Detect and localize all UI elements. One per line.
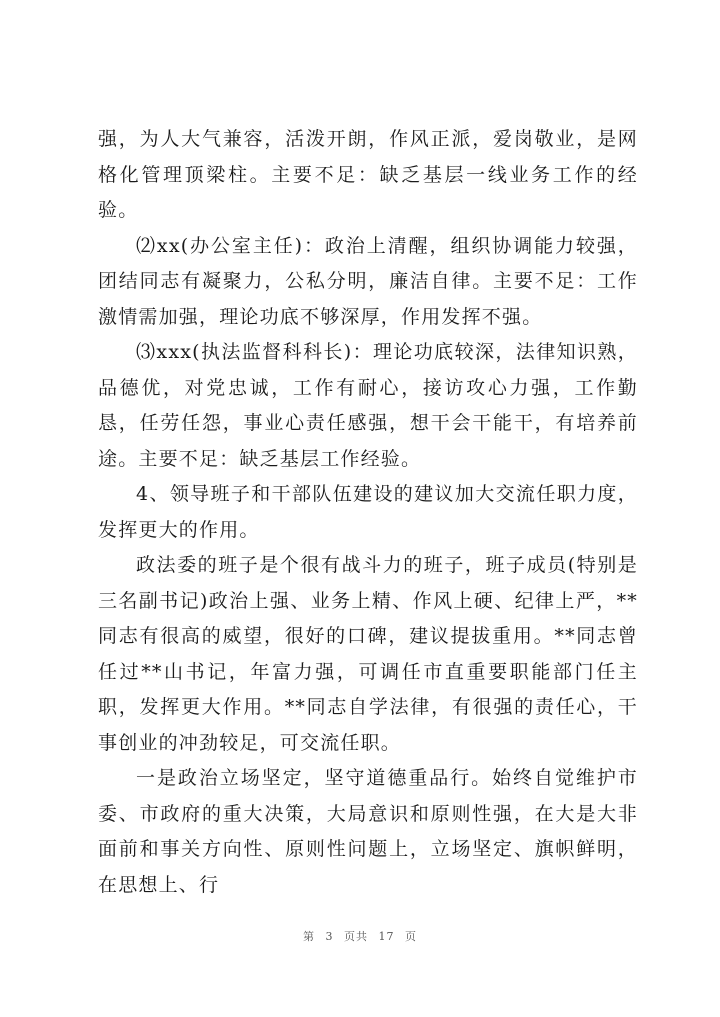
paragraph-political-stance: 一是政治立场坚定，坚守道德重品行。始终自觉维护市委、市政府的重大决策，大局意识和原则性强，在大是大非面前和事关方向性、原则性问题上，立场坚定、旗帜鲜明，在思想上、行: [98, 767, 638, 896]
paragraph-section-4-heading: 4、领导班子和干部队伍建设的建议加大交流任职力度，发挥更大的作用。: [98, 483, 638, 541]
footer-suffix: 页: [405, 930, 417, 943]
document-body: [98, 122, 638, 903]
paragraph-office-director: ⑵xx(办公室主任)：政治上清醒，组织协调能力较强，团结同志有凝聚力，公私分明，廉洁自律。主要不足：工作激情需加强，理论功底不够深厚，作用发挥不强。: [98, 234, 638, 328]
footer-page-number: 3: [325, 930, 334, 943]
paragraph-team-assessment: 政法委的班子是个很有战斗力的班子，班子成员(特别是三名副书记)政治上强、业务上精、作风上硬、纪律上严，**同志有很高的威望，很好的口碑，建议提拔重用。**同志曾任过**山书记，年富力强，可调任市直重要职能部门任主职，发挥更大作用。**同志自学法律，有很强的责任心，干事创业的冲劲较足，可交流任职。: [98, 554, 638, 754]
footer-prefix: 第: [303, 930, 315, 943]
page-footer: [0, 928, 720, 944]
paragraph-continuation: 强，为人大气兼容，活泼开朗，作风正派，爱岗敬业，是网格化管理顶梁柱。主要不足：缺乏基层一线业务工作的经验。: [98, 128, 638, 221]
paragraph-supervision-chief: ⑶xxx(执法监督科科长)：理论功底较深，法律知识熟，品德优，对党忠诚，工作有耐心，接访攻心力强，工作勤恳，任劳任怨，事业心责任感强，想干会干能干，有培养前途。主要不足：缺乏基层工作经验。: [98, 341, 638, 470]
footer-total-pages: 17: [378, 930, 395, 943]
footer-middle: 页共: [344, 930, 368, 943]
